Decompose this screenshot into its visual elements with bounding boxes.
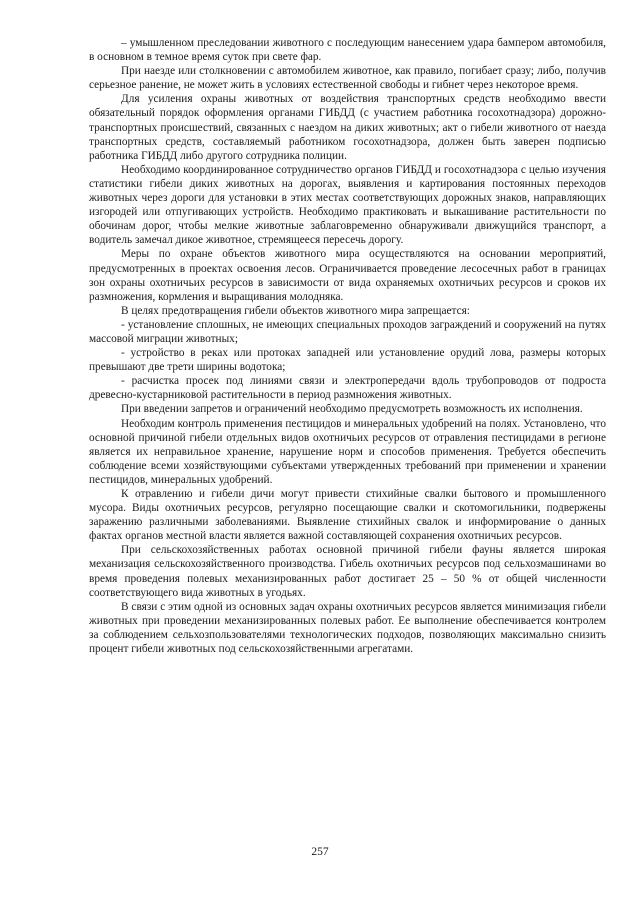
paragraph-3: Для усиления охраны животных от воздействия транспортных средств необходимо ввести обязательный порядок оформления органами ГИБДД (с участием работника госохотнадзора) дорожно-транспортных происшествий, связанных с наездом на диких животных; акт о гибели животного от наезда транспортных средств, составляемый работником госохотнадзора, должен быть заверен подписью работника ГИБДД либо другого сотрудника полиции. [89, 93, 606, 162]
page-number: 257 [311, 846, 329, 858]
body-text [89, 36, 606, 656]
paragraph-1: – умышленном преследовании животного с последующим нанесением удара бампером автомобиля, в основном в темное время суток при свете фар. [89, 37, 606, 64]
list-item-3: - расчистка просек под линиями связи и электропередачи вдоль трубопроводов от подроста древесно-кустарниковой растительности в период размножения животных. [89, 375, 606, 402]
list-item-1: - установление сплошных, не имеющих специальных проходов заграждений и сооружений на путях массовой миграции животных; [89, 318, 606, 345]
paragraph-5: Меры по охране объектов животного мира осуществляются на основании мероприятий, предусмотренных в проектах освоения лесов. Ограничивается проведение лесосечных работ в границах зон охраны охотничьих ресурсов в зависимости от вида охраняемых охотничьих ресурсов и сроков их размножения, кормления и выращивания молодняка. [89, 248, 606, 303]
paragraph-4: Необходимо координированное сотрудничество органов ГИБДД и госохотнадзора с целью изучения статистики гибели диких животных на дорогах, выявления и картирования постоянных переходов животных через дороги для установки в этих местах соответствующих дорожных знаков, направляющих изгородей или отпугивающих устройств. Необходимо практиковать и выкашивание растительности по обочинам дорог, чтобы мелкие животные заблаговременно обнаруживали движущийся транспорт, а водитель замечал дикое животное, стремящееся пересечь дорогу. [89, 163, 606, 247]
paragraph-2: При наезде или столкновении с автомобилем животное, как правило, погибает сразу; либо, получив серьезное ранение, не может жить в условиях естественной свободы и гибнет через некоторое время. [89, 65, 606, 92]
list-item-2: - устройство в реках или протоках западней или установление орудий лова, размеры которых превышают две трети ширины водотока; [89, 347, 606, 374]
paragraph-11: В связи с этим одной из основных задач охраны охотничьих ресурсов является минимизация гибели животных при проведении механизированных полевых работ. Ее выполнение обеспечивается контролем за соблюдением сельхозпользователями технологических подходов, позволяющих максимально снизить процент гибели животных под сельскохозяйственными агрегатами. [89, 600, 606, 656]
paragraph-10: При сельскохозяйственных работах основной причиной гибели фауны является широкая механизация сельскохозяйственного производства. Гибель охотничьих ресурсов под сельхозмашинами во время проведения полевых механизированных работ достигает 25 – 50 % от общей численности соответствующего вида животных в угодьях. [89, 544, 606, 599]
paragraph-6: В целях предотвращения гибели объектов животного мира запрещается: [121, 304, 470, 317]
paragraph-9: К отравлению и гибели дичи могут привести стихийные свалки бытового и промышленного мусора. Виды охотничьих ресурсов, регулярно посещающие свалки и скотомогильники, подвержены заражению различными заболеваниями. Выявление стихийных свалок и информирование о данных фактах органов местной власти является важной составляющей сохранения охотничьих ресурсов. [89, 488, 606, 543]
paragraph-7: При введении запретов и ограничений необходимо предусмотреть возможность их исполнения. [121, 403, 583, 416]
paragraph-8: Необходим контроль применения пестицидов и минеральных удобрений на полях. Установлено, что основной причиной гибели отдельных видов охотничьих ресурсов от отравления пестицидами в регионе является их неправильное хранение, нарушение норм и способов применения. Требуется обеспечить соблюдение всеми хозяйствующими субъектами утвержденных требований при применении и хранении пестицидов, минеральных удобрений. [89, 417, 606, 486]
